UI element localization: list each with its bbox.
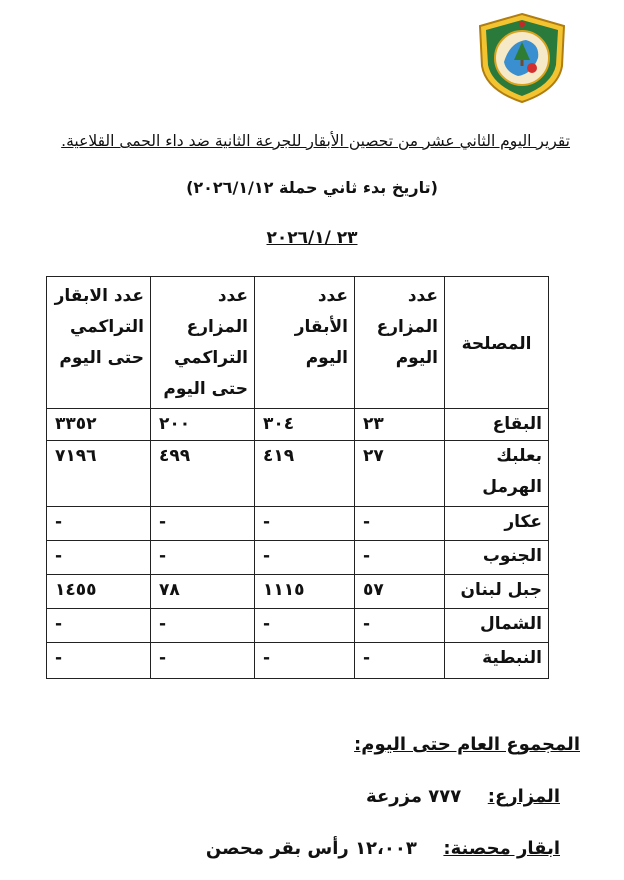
column-header-cattle-today: عدد الأبقار اليوم <box>255 277 355 409</box>
campaign-start-note: (تاريخ بدء ثاني حملة ٢٠٢٦/١/١٢) <box>186 178 438 197</box>
cattle-cumulative-cell: - <box>47 541 151 575</box>
farms-cumulative-cell: - <box>151 643 255 679</box>
total-farms-line <box>366 786 560 807</box>
totals-heading: المجموع العام حتى اليوم: <box>354 734 580 755</box>
region-cell: النبطية <box>445 643 549 679</box>
cattle-cumulative-cell: - <box>47 609 151 643</box>
column-header-region: المصلحة <box>445 277 549 409</box>
cattle-today-cell: - <box>255 609 355 643</box>
farms-today-cell: - <box>355 541 445 575</box>
farms-today-cell: - <box>355 507 445 541</box>
region-cell: الجنوب <box>445 541 549 575</box>
table-header-row <box>47 277 549 409</box>
cattle-cumulative-cell: ١٤٥٥ <box>47 575 151 609</box>
total-farms-value: ٧٧٧ مزرعة <box>366 786 462 807</box>
vaccination-table <box>46 276 549 679</box>
report-title: تقرير اليوم الثاني عشر من تحصين الأبقار للجرعة الثانية ضد داء الحمى القلاعية. <box>61 132 570 150</box>
cattle-cumulative-cell: ٧١٩٦ <box>47 441 151 507</box>
total-cattle-label: ابقار محصنة: <box>443 838 560 859</box>
column-header-cattle-cumulative: عدد الابقار التراكمي حتى اليوم <box>47 277 151 409</box>
table-row <box>47 441 549 507</box>
region-cell: عكار <box>445 507 549 541</box>
total-cattle-line <box>206 838 560 859</box>
ministry-emblem-icon <box>474 12 570 104</box>
table-row <box>47 643 549 679</box>
farms-cumulative-cell: ٧٨ <box>151 575 255 609</box>
cattle-today-cell: - <box>255 507 355 541</box>
column-header-farms-cumulative: عدد المزارع التراكمي حتى اليوم <box>151 277 255 409</box>
farms-cumulative-cell: ٢٠٠ <box>151 409 255 441</box>
cattle-cumulative-cell: - <box>47 643 151 679</box>
cattle-today-cell: - <box>255 643 355 679</box>
table-row <box>47 575 549 609</box>
region-cell: بعلبك الهرمل <box>445 441 549 507</box>
total-farms-label: المزارع: <box>487 786 560 807</box>
table-row <box>47 507 549 541</box>
cattle-today-cell: - <box>255 541 355 575</box>
cattle-today-cell: ١١١٥ <box>255 575 355 609</box>
table-row <box>47 541 549 575</box>
farms-today-cell: - <box>355 609 445 643</box>
column-header-farms-today: عدد المزارع اليوم <box>355 277 445 409</box>
cattle-today-cell: ٤١٩ <box>255 441 355 507</box>
region-cell: جبل لبنان <box>445 575 549 609</box>
farms-cumulative-cell: - <box>151 609 255 643</box>
farms-today-cell: ٢٧ <box>355 441 445 507</box>
cattle-cumulative-cell: ٣٣٥٢ <box>47 409 151 441</box>
cattle-cumulative-cell: - <box>47 507 151 541</box>
farms-cumulative-cell: - <box>151 507 255 541</box>
table-row <box>47 609 549 643</box>
farms-today-cell: ٢٣ <box>355 409 445 441</box>
farms-cumulative-cell: ٤٩٩ <box>151 441 255 507</box>
cattle-today-cell: ٣٠٤ <box>255 409 355 441</box>
table-row <box>47 409 549 441</box>
farms-today-cell: - <box>355 643 445 679</box>
region-cell: الشمال <box>445 609 549 643</box>
region-cell: البقاع <box>445 409 549 441</box>
farms-today-cell: ٥٧ <box>355 575 445 609</box>
total-cattle-value: ١٢،٠٠٣ رأس بقر محصن <box>205 838 417 859</box>
farms-cumulative-cell: - <box>151 541 255 575</box>
report-date: ٢٣ /٢٠٢٦/١ <box>266 228 358 248</box>
